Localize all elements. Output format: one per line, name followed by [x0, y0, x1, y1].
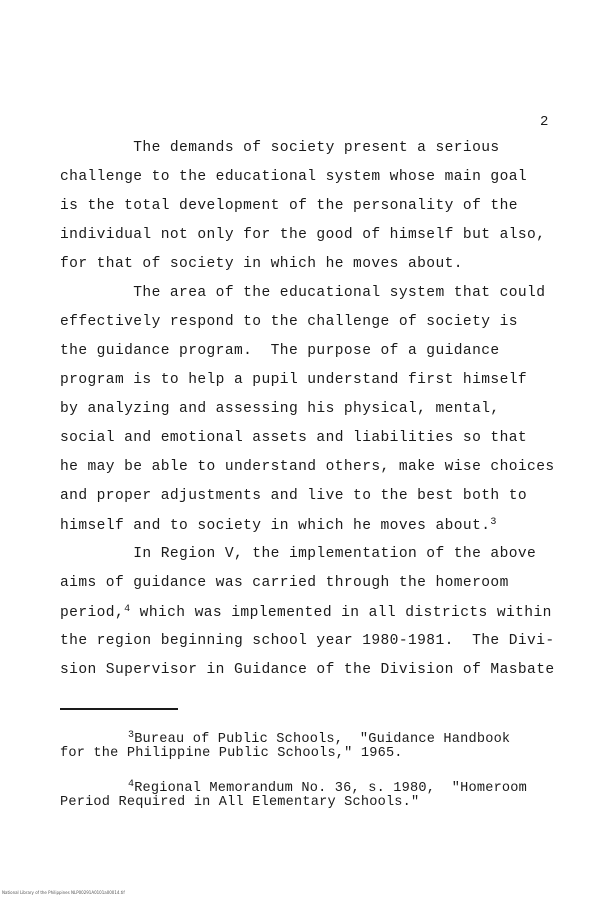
body-line: he may be able to understand others, make wise choices [60, 459, 555, 475]
body-line: effectively respond to the challenge of society is [60, 314, 518, 330]
footnote-3-cont: for the Philippine Public Schools," 1965. [60, 746, 403, 761]
body-line: social and emotional assets and liabilities so that [60, 430, 528, 446]
body-line: aims of guidance was carried through the homeroom [60, 575, 509, 591]
footnote-divider [60, 708, 178, 710]
footnote-4-cont: Period Required in All Elementary Schools." [60, 795, 420, 810]
body-line: challenge to the educational system whose main goal [60, 169, 528, 185]
body-line: and proper adjustments and live to the best both to [60, 488, 528, 504]
body-line: In Region V, the implementation of the above [60, 546, 537, 562]
body-line: himself and to society in which he moves about.$^3$ [60, 517, 497, 534]
body-line: sion Supervisor in Guidance of the Division of Masbate [60, 662, 555, 678]
body-line: The demands of society present a serious [60, 140, 500, 156]
footnote-ref-3: 3 [490, 517, 497, 528]
body-line: period,$^4$ which was implemented in all districts within [60, 604, 552, 621]
footnote-3: $^3$Bureau of Public Schools, "Guidance Handbook [128, 730, 511, 747]
body-line: the guidance program. The purpose of a guidance [60, 343, 500, 359]
scan-stamp: National Library of the Philippines NLP00291A0101a00014.tif [2, 890, 125, 895]
footnote-ref-4: 4 [124, 604, 131, 615]
footnote-4: $^4$Regional Memorandum No. 36, s. 1980, "Homeroom [128, 779, 528, 796]
body-line: program is to help a pupil understand first himself [60, 372, 528, 388]
body-line: is the total development of the personality of the [60, 198, 518, 214]
body-line: the region beginning school year 1980-1981. The Divi- [60, 633, 555, 649]
footnote-mark-3: 3 [128, 730, 135, 741]
body-line: The area of the educational system that could [60, 285, 546, 301]
footnote-mark-4: 4 [128, 779, 135, 790]
body-line: for that of society in which he moves about. [60, 256, 463, 272]
body-line: by analyzing and assessing his physical, mental, [60, 401, 500, 417]
page-number: 2 [540, 114, 549, 130]
body-line: individual not only for the good of himself but also, [60, 227, 546, 243]
